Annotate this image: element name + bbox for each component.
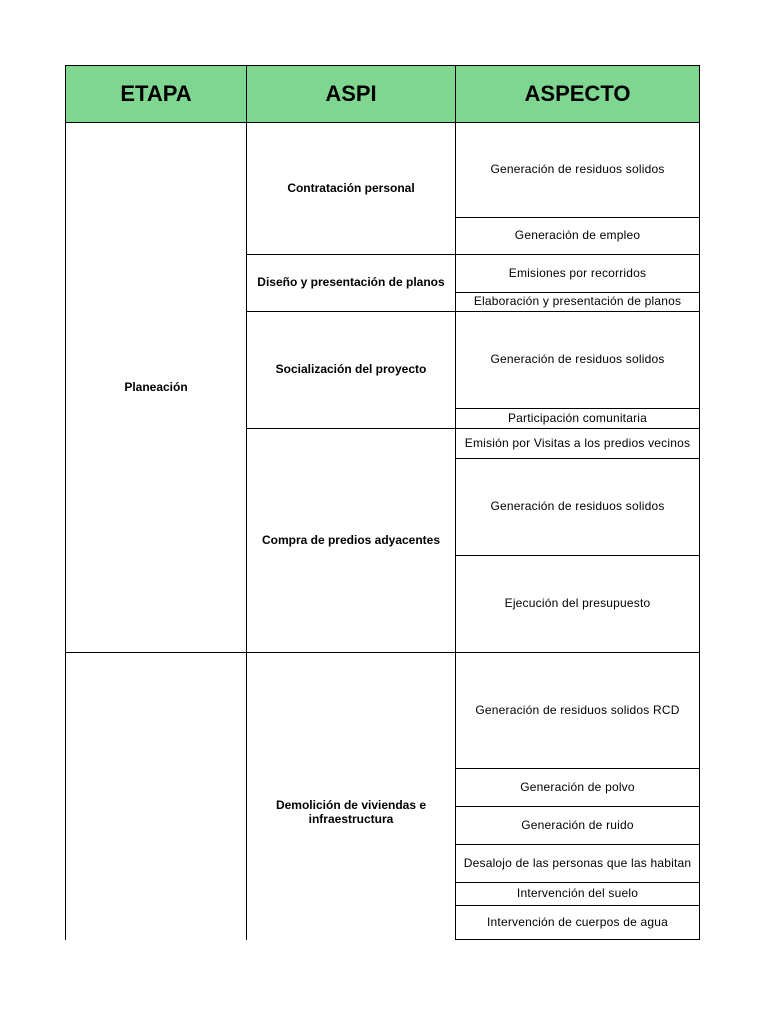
aspecto-cell: Generación de ruido [521,817,634,832]
grid-line [455,458,700,459]
aspi-cell: Contratación personal [287,180,415,195]
grid-line [455,939,700,940]
grid-line [455,65,456,940]
aspecto-cell: Generación de residuos solidos RCD [475,702,680,717]
grid-line [246,254,700,255]
grid-line [455,217,700,218]
header-aspecto: ASPECTO [455,65,700,123]
etapa-cell: Planeación [124,379,188,394]
etapa-cell [65,652,247,940]
aspecto-cell: Emisión por Visitas a los predios vecinos [464,435,691,450]
aspi-cell: Diseño y presentación de planos [257,275,445,290]
aspecto-cell: Emisiones por recorridos [508,265,647,280]
aspecto-cell: Ejecución del presupuesto [504,596,651,611]
grid-line [455,806,700,807]
aspecto-cell: Generación de empleo [514,228,641,243]
aspecto-cell: Desalojo de las personas que las habitan [463,855,692,870]
grid-line [455,882,700,883]
aspecto-cell: Generación de residuos solidos [490,352,665,367]
grid-line [65,652,700,653]
aspi-cell: Compra de predios adyacentes [261,532,441,547]
grid-line [455,844,700,845]
grid-line [699,65,700,940]
aspecto-cell: Intervención de cuerpos de agua [487,914,668,929]
grid-line [246,65,247,940]
grid-line [455,905,700,906]
aspecto-cell: Generación de polvo [520,779,635,794]
aspecto-cell: Generación de residuos solidos [490,162,665,177]
grid-line [455,768,700,769]
grid-line [65,122,700,123]
header-etapa: ETAPA [65,65,247,123]
aspecto-cell: Participación comunitaria [507,410,648,425]
grid-line [65,65,700,66]
header-aspi: ASPI [246,65,456,123]
aspi-cell: Demolición de viviendas e infraestructura [275,798,427,826]
grid-line [455,408,700,409]
grid-line [65,65,66,940]
aspecto-cell: Generación de residuos solidos [490,499,665,514]
aspi-cell: Socialización del proyecto [275,362,427,377]
grid-line [455,292,700,293]
grid-line [455,555,700,556]
aspecto-cell: Intervención del suelo [516,886,639,901]
aspecto-cell: Elaboración y presentación de planos [473,294,682,309]
grid-line [246,428,700,429]
grid-line [246,311,700,312]
